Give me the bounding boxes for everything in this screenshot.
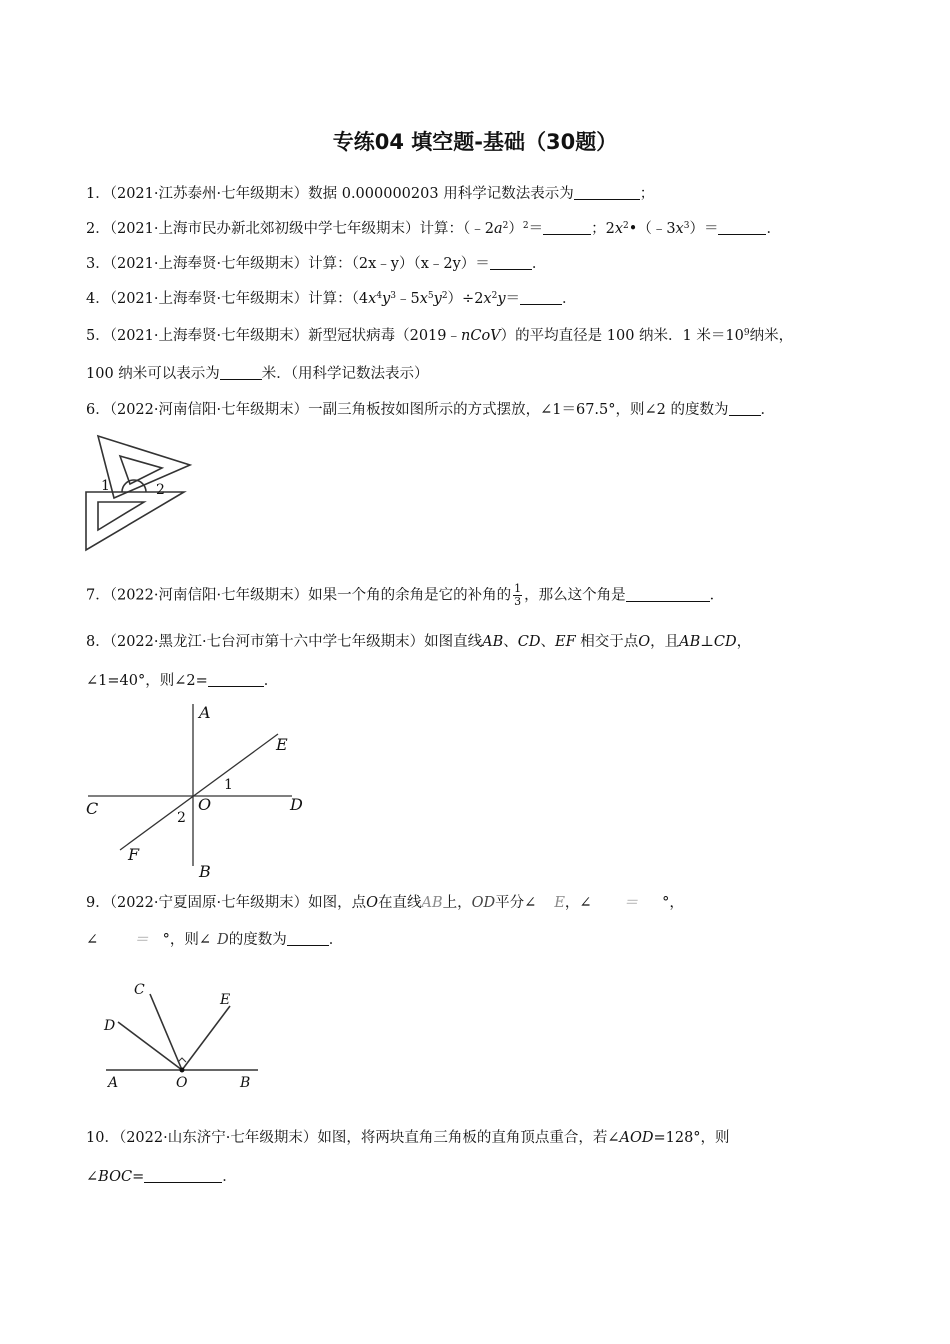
answer-blank xyxy=(574,185,640,200)
question-9-line-2: ∠ ＝ °，则∠ D的度数为 ． xyxy=(86,932,344,948)
upper-triangle xyxy=(98,436,190,498)
ray-oe xyxy=(182,1006,230,1070)
question-9: 9．（2022·宁夏固原·七年级期末）如图，点O在直线AB上，OD平分∠ E，∠ ＝ °， xyxy=(86,895,684,911)
label-c: C xyxy=(86,799,99,818)
label-b: B xyxy=(240,1075,251,1090)
question-number: 8． xyxy=(86,634,110,650)
label-f: F xyxy=(128,845,140,864)
intersecting-lines-figure xyxy=(80,700,320,885)
label-c: C xyxy=(134,982,145,998)
question-7: 7．（2022·河南信阳·七年级期末）如果一个角的余角是它的补角的 $\frac{1}{3}$ ，那么这个角是 ． xyxy=(86,582,725,608)
question-number: 1． xyxy=(86,186,110,202)
question-10-line-2: ∠BOC= ． xyxy=(86,1169,237,1185)
set-square-figure xyxy=(84,432,196,554)
label-d: D xyxy=(104,1018,116,1034)
question-number: 5． xyxy=(86,328,110,344)
angle-2-label: 2 xyxy=(156,482,165,498)
answer-blank xyxy=(729,401,761,416)
line-ef xyxy=(120,734,278,850)
question-source: （2022·山东济宁·七年级期末） xyxy=(118,1130,318,1146)
question-source: （2021·江苏泰州·七年级期末） xyxy=(109,186,309,202)
angle-bisector-figure xyxy=(102,978,262,1090)
question-source: （2021·上海市民办新北郊初级中学七年级期末） xyxy=(109,221,420,237)
question-text: 计算：（2x﹣y）（x﹣2y）＝ xyxy=(308,256,490,272)
lower-triangle xyxy=(86,492,184,550)
page-title: 专练04 填空题-基础（30题） xyxy=(332,130,618,154)
question-6: 6．（2022·河南信阳·七年级期末）一副三角板按如图所示的方式摆放，∠1＝67.5°，则∠2 的度数为 ． xyxy=(86,402,776,418)
answer-blank xyxy=(144,1168,222,1183)
question-8: 8．（2022·黑龙江·七台河市第十六中学七年级期末）如图直线AB、CD、EF 相交于点O，且AB⊥CD， xyxy=(86,634,752,650)
question-number: 7． xyxy=(86,587,110,604)
label-o: O xyxy=(176,1075,188,1090)
answer-blank xyxy=(626,587,710,602)
question-source: （2021·上海奉贤·七年级期末） xyxy=(109,256,309,272)
question-text: 数据 0.000000203 用科学记数法表示为 xyxy=(308,186,574,202)
answer-blank xyxy=(520,290,562,305)
question-number: 10． xyxy=(86,1130,119,1146)
question-source: （2022·河南信阳·七年级期末） xyxy=(109,587,309,604)
label-a: A xyxy=(199,703,211,722)
label-b: B xyxy=(199,862,211,881)
question-source: （2021·上海奉贤·七年级期末） xyxy=(109,291,309,307)
question-5: 5．（2021·上海奉贤·七年级期末）新型冠状病毒（2019﹣nCoV）的平均直径是 100 纳米．1 米$=10^9$纳米， xyxy=(86,328,794,344)
question-number: 2． xyxy=(86,221,110,237)
label-e: E xyxy=(220,992,231,1008)
label-o: O xyxy=(198,795,212,814)
question-5-line-2: 100 纳米可以表示为 米．（用科学记数法表示） xyxy=(86,366,429,382)
question-1: 1．（2021·江苏泰州·七年级期末）数据 0.000000203 用科学记数法表示为 ； xyxy=(86,186,655,202)
angle-1-label: 1 xyxy=(224,777,233,793)
question-source: （2022·河南信阳·七年级期末） xyxy=(109,402,309,418)
answer-blank xyxy=(718,220,766,235)
question-source: （2022·宁夏固原·七年级期末） xyxy=(109,895,309,911)
angle-2-label: 2 xyxy=(177,810,186,826)
label-a: A xyxy=(108,1075,119,1090)
question-number: 6． xyxy=(86,402,110,418)
answer-blank xyxy=(208,672,264,687)
question-source: （2022·黑龙江·七台河市第十六中学七年级期末） xyxy=(109,634,425,650)
lower-triangle-inner xyxy=(98,502,144,530)
question-source: （2021·上海奉贤·七年级期末） xyxy=(109,328,309,344)
question-8-line-2: ∠1=40°，则∠2= ． xyxy=(86,673,279,689)
label-d: D xyxy=(290,795,303,814)
answer-blank xyxy=(287,931,329,946)
point-o xyxy=(180,1068,185,1073)
answer-blank xyxy=(490,255,532,270)
angle-1-label: 1 xyxy=(101,478,110,494)
question-2: 2．（2021·上海市民办新北郊初级中学七年级期末）计算：$(﹣2a^2)^2=$ ；$2x^2•(﹣3x^3)=$ ． xyxy=(86,221,781,237)
question-number: 9． xyxy=(86,895,110,911)
answer-blank xyxy=(543,220,591,235)
question-text: 一副三角板按如图所示的方式摆放，∠1＝67.5°，则∠2 的度数为 xyxy=(308,402,729,418)
question-number: 3． xyxy=(86,256,110,272)
fraction: $\frac{1}{3}$ xyxy=(514,582,522,608)
question-10: 10．（2022·山东济宁·七年级期末）如图，将两块直角三角板的直角顶点重合，若∠AOD=128°，则 xyxy=(86,1130,730,1146)
right-angle-mark xyxy=(178,1058,186,1062)
answer-blank xyxy=(220,365,262,380)
question-3: 3．（2021·上海奉贤·七年级期末）计算：（2x﹣y）（x﹣2y）＝ ． xyxy=(86,256,547,272)
question-4: 4．（2021·上海奉贤·七年级期末）计算：$(4x^4y^3﹣5x^5y^2)\div 2x^2y=$ ． xyxy=(86,291,577,307)
question-number: 4． xyxy=(86,291,110,307)
label-e: E xyxy=(276,735,288,754)
